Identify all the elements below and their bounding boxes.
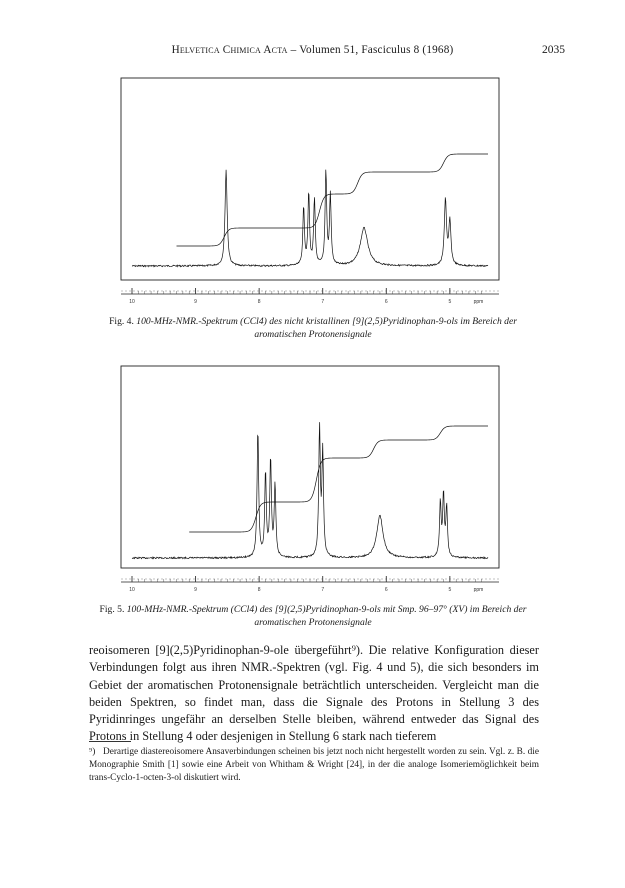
nmr-trace	[132, 170, 488, 267]
axis-tick-label: 9	[194, 587, 197, 593]
journal-name: Helvetica Chimica Acta	[171, 44, 288, 56]
running-title: Helvetica Chimica Acta – Volumen 51, Fasciculus 8 (1968)	[171, 44, 454, 56]
figure-5-label: Fig. 5.	[99, 604, 125, 615]
axis-tick-label: 6	[384, 587, 388, 593]
footnote-rule	[89, 741, 131, 742]
axis-unit-label: ppm	[473, 587, 484, 593]
body-paragraph: reoisomeren [9](2,5)Pyridinophan-9-ole übergeführt⁹). Die relative Konfiguration dieser Verbindungen folgt aus ihren NMR.-Spektren (vgl. Fig. 4 und 5), die sich besonders im Gebiet der aromatischen Protonensignale beträchtlich unterscheiden. Vergleicht man die beiden Spektren, so findet man, dass die Signale des Protons in Stellung 3 des Pyridinringes ungefähr an derselben Stelle bleiben, während entweder das Signal des Protons in Stellung 4 oder desjenigen in Stellung 6 stark nach tieferem	[89, 643, 539, 744]
nmr-trace	[132, 422, 488, 559]
axis-tick-label: 7	[321, 299, 325, 305]
axis-tick-label: 5	[448, 299, 452, 305]
nmr-spectrum-fig5	[120, 362, 500, 598]
figure-5-caption-text: 100-MHz-NMR.-Spektrum (CCl4) des [9](2,5)Pyridinophan-9-ols mit Smp. 96–97° (XV) im Bereich der aromatischen Protonensignale	[126, 604, 527, 628]
axis-tick-label: 10	[129, 299, 135, 305]
figure-4-caption	[88, 315, 538, 341]
page-number: 2035	[542, 44, 565, 56]
figure-5-caption	[88, 603, 538, 629]
axis-unit-label: ppm	[473, 299, 484, 305]
footnote	[89, 746, 539, 784]
figure-5-spectrum	[120, 362, 500, 598]
body-text	[89, 642, 539, 746]
integral-curve	[177, 154, 489, 246]
axis-tick-label: 7	[321, 587, 325, 593]
figure-4-caption-text: 100-MHz-NMR.-Spektrum (CCl4) des nicht kristallinen [9](2,5)Pyridinophan-9-ols im Bereich der aromatischen Protonensignale	[136, 316, 517, 340]
axis-tick-label: 8	[257, 587, 261, 593]
axis-tick-label: 10	[129, 587, 135, 593]
footnote-text: Derartige diastereoisomere Ansaverbindungen scheinen bis jetzt noch nicht hergestellt worden zu sein. Vgl. z. B. die Monographie Smith [1] sowie eine Arbeit von Whitham & Wright [24], in der die analoge Isomeriemöglichkeit beim trans-Cyclo-1-octen-3-ol diskutiert wird.	[89, 747, 539, 783]
footnote-number: ⁹)	[89, 747, 96, 757]
integral-curve	[189, 426, 488, 532]
plot-frame	[121, 366, 499, 568]
nmr-spectrum-fig4	[120, 74, 500, 310]
running-header	[0, 44, 625, 60]
figure-4-spectrum	[120, 74, 500, 310]
plot-frame	[121, 78, 499, 280]
axis-tick-label: 9	[194, 299, 197, 305]
figure-4-label: Fig. 4.	[109, 316, 134, 327]
volume-info: Volumen 51, Fasciculus 8 (1968)	[299, 44, 454, 56]
axis-tick-label: 6	[384, 299, 388, 305]
axis-tick-label: 5	[448, 587, 452, 593]
axis-tick-label: 8	[257, 299, 261, 305]
